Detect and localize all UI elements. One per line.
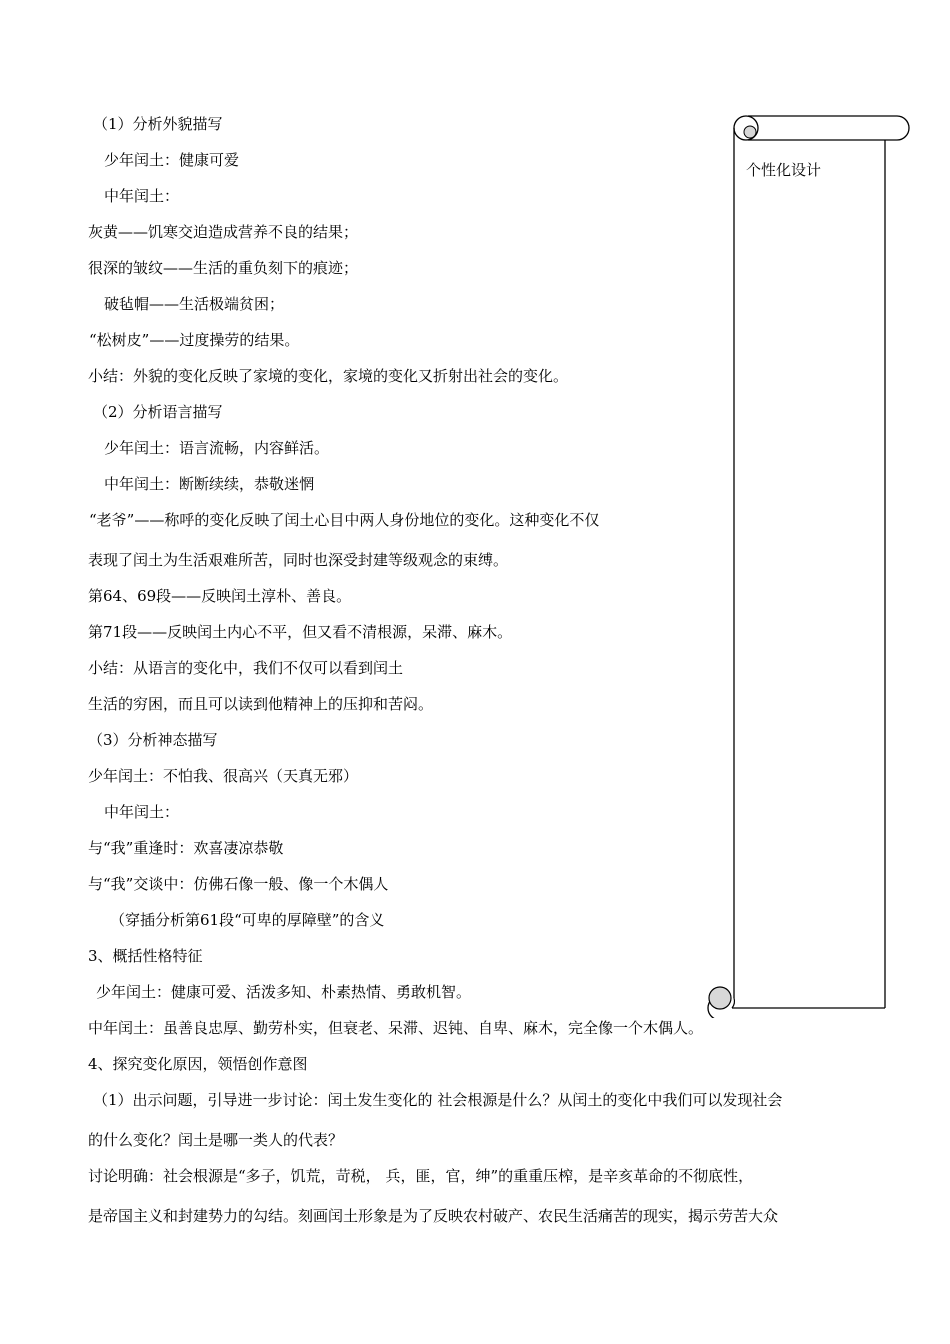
text-line: 少年闰土：健康可爱: [104, 151, 240, 169]
text-line: 表现了闰土为生活艰难所苦，同时也深受封建等级观念的束缚。: [88, 551, 509, 569]
text-line: （3）分析神态描写: [88, 731, 218, 749]
text-line: 中年闰土：断断续续，恭敬迷惘: [104, 475, 315, 493]
text-line: （1）出示问题，引导进一步讨论：闰土发生变化的 社会根源是什么？从闰土的变化中我们可以发现社会: [93, 1091, 783, 1109]
text-line: 讨论明确：社会根源是“多子，饥荒，苛税， 兵，匪，官，绅”的重重压榨，是辛亥革命的不彻底性，: [88, 1167, 754, 1185]
text-line: 小结：从语言的变化中，我们不仅可以看到闰土: [88, 659, 404, 677]
text-line: （穿插分析第61段“可卑的厚障壁”的含义: [110, 911, 385, 929]
text-line: 灰黄——饥寒交迫造成营养不良的结果；: [88, 223, 359, 241]
text-line: 生活的穷困，而且可以读到他精神上的压抑和苦闷。: [88, 695, 434, 713]
text-line: 中年闰土：虽善良忠厚、勤劳朴实，但衰老、呆滞、迟钝、自卑、麻木，完全像一个木偶人。: [88, 1019, 704, 1037]
text-line: （1）分析外貌描写: [93, 115, 223, 133]
text-line: 与“我”交谈中：仿佛石像一般、像一个木偶人: [88, 875, 389, 893]
personalized-design-label: 个性化设计: [746, 161, 822, 179]
text-line: 中年闰土：: [104, 187, 180, 205]
text-line: 第71段——反映闰土内心不平，但又看不清根源，呆滞、麻木。: [88, 623, 513, 641]
text-line: 4、探究变化原因，领悟创作意图: [88, 1055, 308, 1073]
text-line: 3、概括性格特征: [88, 947, 203, 965]
text-line: “老爷”——称呼的变化反映了闰土心目中两人身份地位的变化。这种变化不仅: [89, 511, 600, 529]
text-line: 与“我”重逢时：欢喜凄凉恭敬: [88, 839, 284, 857]
text-line: （2）分析语言描写: [93, 403, 223, 421]
text-line: “松树皮”——过度操劳的结果。: [89, 331, 300, 349]
text-line: 小结：外貌的变化反映了家境的变化，家境的变化又折射出社会的变化。: [88, 367, 569, 385]
text-line: 的什么变化？闰土是哪一类人的代表？: [88, 1131, 344, 1149]
text-line: 破毡帽——生活极端贫困；: [104, 295, 285, 313]
text-line: 第64、69段——反映闰土淳朴、善良。: [88, 587, 352, 605]
text-line: 少年闰土：语言流畅，内容鲜活。: [104, 439, 330, 457]
text-line: 少年闰土：不怕我、很高兴（天真无邪）: [88, 767, 359, 785]
scroll-frame: [700, 108, 912, 1018]
text-line: 少年闰土：健康可爱、活泼多知、朴素热情、勇敢机智。: [96, 983, 472, 1001]
text-line: 是帝国主义和封建势力的勾结。刻画闰土形象是为了反映农村破产、农民生活痛苦的现实，揭示劳苦大众: [88, 1207, 779, 1225]
text-line: 很深的皱纹——生活的重负刻下的痕迹；: [88, 259, 359, 277]
text-line: 中年闰土：: [104, 803, 180, 821]
